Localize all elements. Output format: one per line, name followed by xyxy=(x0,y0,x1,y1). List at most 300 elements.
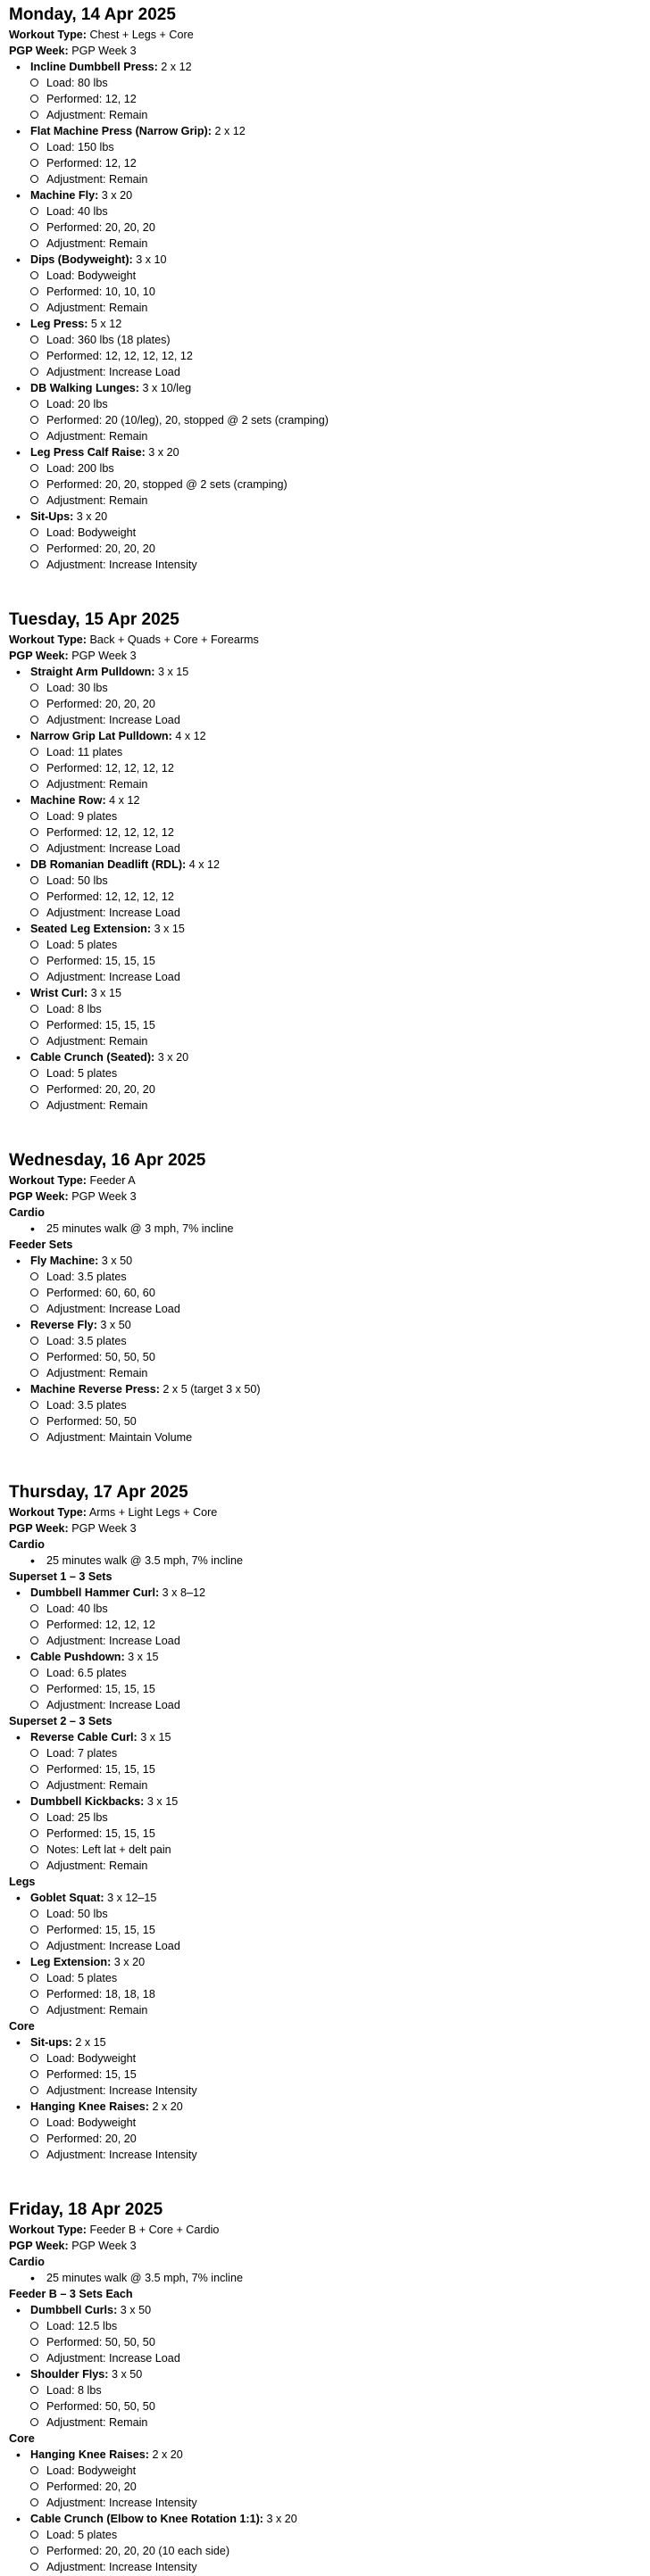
detail-load-value: 150 lbs xyxy=(78,141,114,153)
detail-load-value: 40 lbs xyxy=(78,205,108,218)
detail-adjustment-label: Adjustment: xyxy=(46,1635,106,1647)
detail-load-value: 11 plates xyxy=(78,746,123,758)
exercise-item xyxy=(30,1585,643,1649)
exercise-line xyxy=(30,1954,643,1970)
cardio-list xyxy=(9,1553,643,1569)
block-heading: Superset 2 – 3 Sets xyxy=(9,1715,112,1727)
detail-performed-value: 15, 15, 15 xyxy=(104,1683,155,1695)
detail-load xyxy=(46,1745,643,1761)
exercise-scheme: 4 x 12 xyxy=(188,858,221,871)
detail-load-label: Load: xyxy=(46,1811,75,1824)
detail-load-label: Load: xyxy=(46,205,75,218)
detail-adjustment xyxy=(46,969,643,985)
exercise-scheme: 3 x 15 xyxy=(140,1731,171,1744)
detail-load xyxy=(46,744,643,760)
detail-performed-value: 20, 20, 20 xyxy=(104,543,155,555)
exercise-line xyxy=(30,1317,643,1333)
detail-performed-label: Performed: xyxy=(46,286,103,298)
exercise-scheme: 2 x 12 xyxy=(161,61,192,73)
detail-notes-label: Notes: xyxy=(46,1843,79,1856)
detail-adjustment-value: Remain xyxy=(109,1779,148,1792)
exercise-item xyxy=(30,509,643,573)
block-heading: Feeder B – 3 Sets Each xyxy=(9,2288,133,2300)
cardio-item: • 25 minutes walk @ 3.5 mph, 7% incline xyxy=(46,2270,643,2286)
detail-load-value: 3.5 plates xyxy=(78,1271,127,1283)
detail-performed-label: Performed: xyxy=(46,890,103,903)
detail-adjustment-label: Adjustment: xyxy=(46,109,106,121)
workout-type-line xyxy=(9,2222,643,2238)
detail-load-label: Load: xyxy=(46,1603,75,1615)
detail-load-label: Load: xyxy=(46,1271,75,1283)
exercise-scheme: 3 x 20 xyxy=(148,446,179,459)
detail-performed xyxy=(46,953,643,969)
exercise-details xyxy=(30,525,643,573)
exercise-details xyxy=(30,2382,643,2431)
exercise-name: Dips (Bodyweight): xyxy=(30,253,133,266)
detail-adjustment-label: Adjustment: xyxy=(46,559,106,571)
detail-adjustment-value: Increase Intensity xyxy=(109,2561,197,2573)
detail-performed xyxy=(46,1413,643,1429)
pgp-week-value: PGP Week 3 xyxy=(71,2240,137,2252)
detail-adjustment-value: Remain xyxy=(109,1035,148,1048)
detail-load-label: Load: xyxy=(46,682,75,694)
exercise-details xyxy=(30,2115,643,2163)
detail-adjustment xyxy=(46,2495,643,2511)
detail-adjustment xyxy=(46,2350,643,2366)
workout-type-value: Arms + Light Legs + Core xyxy=(88,1506,218,1519)
exercise-line xyxy=(30,380,643,396)
detail-load xyxy=(46,2382,643,2398)
exercise-list xyxy=(9,1253,643,1445)
detail-load-value: 40 lbs xyxy=(78,1603,108,1615)
exercise-details xyxy=(30,332,643,380)
detail-load-value: 5 plates xyxy=(78,1972,118,1984)
exercise-name: Seated Leg Extension: xyxy=(30,923,152,935)
exercise-scheme: 2 x 20 xyxy=(152,2448,183,2461)
exercise-details xyxy=(30,1333,643,1381)
detail-adjustment-label: Adjustment: xyxy=(46,1367,106,1379)
detail-load-label: Load: xyxy=(46,2529,75,2541)
detail-load-label: Load: xyxy=(46,2464,75,2477)
detail-load-value: Bodyweight xyxy=(78,2464,137,2477)
pgp-week-label: PGP Week: xyxy=(9,650,69,662)
detail-adjustment-label: Adjustment: xyxy=(46,1699,106,1711)
detail-performed-label: Performed: xyxy=(46,1019,103,1031)
detail-adjustment xyxy=(46,236,643,252)
cardio-item: • 25 minutes walk @ 3.5 mph, 7% incline xyxy=(46,1553,643,1569)
detail-performed-value: 12, 12, 12 xyxy=(104,1619,155,1631)
pgp-week-line xyxy=(9,43,643,59)
detail-load xyxy=(46,460,643,476)
detail-performed-value: 50, 50, 50 xyxy=(104,1351,155,1363)
exercise-line xyxy=(30,921,643,937)
detail-adjustment-value: Increase Load xyxy=(109,1303,180,1315)
cardio-heading: Cardio xyxy=(9,2256,45,2268)
exercise-name: Leg Press Calf Raise: xyxy=(30,446,146,459)
exercise-details xyxy=(30,1397,643,1445)
detail-load xyxy=(46,2115,643,2131)
detail-performed xyxy=(46,348,643,364)
detail-performed-label: Performed: xyxy=(46,1415,103,1428)
exercise-item xyxy=(30,921,643,985)
detail-performed-label: Performed: xyxy=(46,1083,103,1096)
exercise-scheme: 3 x 50 xyxy=(120,2304,152,2316)
block-heading: Superset 1 – 3 Sets xyxy=(9,1570,112,1583)
detail-adjustment-value: Remain xyxy=(109,2416,148,2429)
exercise-scheme: 3 x 20 xyxy=(113,1956,146,1968)
exercise-scheme: 2 x 15 xyxy=(75,2036,106,2049)
detail-adjustment-value: Increase Load xyxy=(109,2352,180,2365)
day-title: Thursday, 17 Apr 2025 xyxy=(9,1483,188,1502)
detail-adjustment xyxy=(46,1301,643,1317)
detail-adjustment-value: Increase Load xyxy=(109,1635,180,1647)
detail-performed-value: 50, 50 xyxy=(104,1415,137,1428)
detail-performed-value: 50, 50, 50 xyxy=(104,2336,155,2348)
exercise-name: Dumbbell Kickbacks: xyxy=(30,1795,145,1808)
detail-adjustment xyxy=(46,1097,643,1114)
exercise-scheme: 3 x 15 xyxy=(146,1795,179,1808)
day-section xyxy=(9,2195,643,2575)
workout-log-document xyxy=(9,0,643,2575)
exercise-name: Sit-Ups: xyxy=(30,510,74,523)
exercise-name: Hanging Knee Raises: xyxy=(30,2448,149,2461)
detail-performed xyxy=(46,2131,643,2147)
detail-performed-label: Performed: xyxy=(46,1619,103,1631)
pgp-week-label: PGP Week: xyxy=(9,45,69,57)
exercise-item xyxy=(30,1649,643,1713)
detail-performed-value: 20, 20 xyxy=(104,2481,137,2493)
detail-adjustment xyxy=(46,905,643,921)
exercise-item xyxy=(30,1381,643,1445)
exercise-line xyxy=(30,1793,643,1810)
detail-adjustment xyxy=(46,1938,643,1954)
detail-adjustment xyxy=(46,2002,643,2018)
detail-load-label: Load: xyxy=(46,746,75,758)
detail-performed-value: 12, 12, 12, 12 xyxy=(104,826,174,839)
cardio-list xyxy=(9,2270,643,2286)
detail-performed-label: Performed: xyxy=(46,1287,103,1299)
detail-adjustment-value: Increase Load xyxy=(109,907,180,919)
detail-performed-label: Performed: xyxy=(46,698,103,710)
detail-load-label: Load: xyxy=(46,1667,75,1679)
detail-load-value: 360 lbs (18 plates) xyxy=(78,334,171,346)
day-title: Monday, 14 Apr 2025 xyxy=(9,5,176,24)
detail-adjustment-value: Remain xyxy=(109,302,148,314)
exercise-details xyxy=(30,75,643,123)
detail-adjustment-value: Increase Load xyxy=(109,1940,180,1952)
detail-load-label: Load: xyxy=(46,269,75,282)
detail-adjustment-value: Increase Load xyxy=(109,714,180,726)
block-heading: Core xyxy=(9,2020,35,2033)
detail-load xyxy=(46,525,643,541)
detail-performed-value: 20 (10/leg), 20, stopped @ 2 sets (cramping) xyxy=(104,414,329,427)
exercise-list xyxy=(9,1890,643,2018)
exercise-scheme: 3 x 20 xyxy=(101,189,133,202)
detail-load-label: Load: xyxy=(46,141,75,153)
detail-performed-label: Performed: xyxy=(46,1683,103,1695)
detail-performed-value: 15, 15, 15 xyxy=(104,1924,155,1936)
detail-performed-label: Performed: xyxy=(46,1924,103,1936)
detail-adjustment-label: Adjustment: xyxy=(46,366,106,378)
pgp-week-line xyxy=(9,2238,643,2254)
detail-performed xyxy=(46,1986,643,2002)
pgp-week-label: PGP Week: xyxy=(9,1190,69,1203)
exercise-scheme: 2 x 12 xyxy=(214,125,246,137)
exercise-details xyxy=(30,680,643,728)
detail-adjustment-label: Adjustment: xyxy=(46,2084,106,2097)
detail-load-label: Load: xyxy=(46,1067,75,1080)
detail-performed-label: Performed: xyxy=(46,2400,103,2413)
exercise-name: DB Romanian Deadlift (RDL): xyxy=(30,858,187,871)
detail-adjustment xyxy=(46,776,643,792)
exercise-line xyxy=(30,1049,643,1065)
detail-performed-value: 50, 50, 50 xyxy=(104,2400,155,2413)
detail-load-value: Bodyweight xyxy=(78,526,137,539)
detail-adjustment-label: Adjustment: xyxy=(46,173,106,186)
exercise-item xyxy=(30,1253,643,1317)
exercise-details xyxy=(30,2050,643,2099)
detail-performed xyxy=(46,155,643,171)
detail-load-label: Load: xyxy=(46,2052,75,2065)
exercise-name: Goblet Squat: xyxy=(30,1892,104,1904)
detail-load-value: 200 lbs xyxy=(78,462,114,475)
exercise-scheme: 3 x 20 xyxy=(76,510,108,523)
detail-load xyxy=(46,1269,643,1285)
workout-type-value: Feeder A xyxy=(89,1174,136,1187)
exercise-item xyxy=(30,1729,643,1793)
detail-performed xyxy=(46,1017,643,1033)
exercise-details xyxy=(30,1601,643,1649)
exercise-line xyxy=(30,728,643,744)
detail-load xyxy=(46,396,643,412)
exercise-line xyxy=(30,857,643,873)
detail-adjustment-value: Remain xyxy=(109,2004,148,2017)
detail-performed xyxy=(46,284,643,300)
exercise-item xyxy=(30,728,643,792)
detail-adjustment-value: Maintain Volume xyxy=(109,1431,193,1444)
exercise-details xyxy=(30,744,643,792)
exercise-name: Flat Machine Press (Narrow Grip): xyxy=(30,125,212,137)
detail-adjustment xyxy=(46,1033,643,1049)
detail-performed-value: 12, 12, 12, 12 xyxy=(104,890,174,903)
exercise-item xyxy=(30,187,643,252)
exercise-name: Machine Row: xyxy=(30,794,106,807)
pgp-week-line xyxy=(9,1520,643,1536)
detail-performed-label: Performed: xyxy=(46,478,103,491)
pgp-week-label: PGP Week: xyxy=(9,2240,69,2252)
detail-adjustment-label: Adjustment: xyxy=(46,2416,106,2429)
detail-adjustment xyxy=(46,2559,643,2575)
exercise-name: Leg Press: xyxy=(30,318,88,330)
detail-adjustment xyxy=(46,557,643,573)
exercise-line xyxy=(30,123,643,139)
exercise-details xyxy=(30,808,643,857)
detail-performed-label: Performed: xyxy=(46,955,103,967)
cardio-heading: Cardio xyxy=(9,1538,45,1551)
detail-performed-label: Performed: xyxy=(46,2133,103,2145)
detail-adjustment-value: Remain xyxy=(109,1099,148,1112)
exercise-scheme: 3 x 50 xyxy=(101,1255,133,1267)
detail-load-label: Load: xyxy=(46,334,75,346)
detail-adjustment-value: Increase Load xyxy=(109,366,180,378)
detail-performed-value: 15, 15 xyxy=(104,2068,137,2081)
exercise-name: Straight Arm Pulldown: xyxy=(30,666,155,678)
detail-load xyxy=(46,808,643,824)
detail-performed xyxy=(46,1081,643,1097)
detail-adjustment xyxy=(46,1365,643,1381)
detail-adjustment-label: Adjustment: xyxy=(46,494,106,507)
exercise-line xyxy=(30,2302,643,2318)
detail-performed-value: 20, 20 xyxy=(104,2133,137,2145)
exercise-scheme: 4 x 12 xyxy=(109,794,140,807)
exercise-scheme: 4 x 12 xyxy=(175,730,206,742)
detail-load-label: Load: xyxy=(46,526,75,539)
detail-load-value: 3.5 plates xyxy=(78,1399,127,1412)
detail-load xyxy=(46,2527,643,2543)
exercise-scheme: 3 x 8–12 xyxy=(162,1586,205,1599)
detail-adjustment xyxy=(46,107,643,123)
detail-performed-label: Performed: xyxy=(46,1351,103,1363)
detail-adjustment-value: Remain xyxy=(109,430,148,443)
detail-adjustment xyxy=(46,493,643,509)
detail-adjustment-label: Adjustment: xyxy=(46,1940,106,1952)
exercise-item xyxy=(30,316,643,380)
exercise-line xyxy=(30,792,643,808)
detail-adjustment xyxy=(46,1697,643,1713)
detail-performed-value: 18, 18, 18 xyxy=(104,1988,155,2000)
detail-performed-value: 12, 12, 12, 12 xyxy=(104,762,174,774)
detail-performed xyxy=(46,2334,643,2350)
detail-load-value: 5 plates xyxy=(78,2529,118,2541)
detail-performed xyxy=(46,1617,643,1633)
exercise-item xyxy=(30,2511,643,2575)
detail-performed-label: Performed: xyxy=(46,1763,103,1776)
detail-performed xyxy=(46,412,643,428)
detail-adjustment xyxy=(46,841,643,857)
detail-performed-label: Performed: xyxy=(46,826,103,839)
detail-adjustment-label: Adjustment: xyxy=(46,1779,106,1792)
detail-load-value: 8 lbs xyxy=(78,1003,102,1015)
detail-performed-label: Performed: xyxy=(46,414,103,427)
exercise-item xyxy=(30,444,643,509)
detail-load-label: Load: xyxy=(46,1908,75,1920)
exercise-details xyxy=(30,1269,643,1317)
day-title: Wednesday, 16 Apr 2025 xyxy=(9,1151,206,1170)
exercise-item xyxy=(30,2302,643,2366)
detail-load-label: Load: xyxy=(46,2116,75,2129)
detail-performed xyxy=(46,2398,643,2414)
exercise-details xyxy=(30,396,643,444)
detail-adjustment xyxy=(46,2147,643,2163)
detail-performed xyxy=(46,2067,643,2083)
detail-adjustment xyxy=(46,171,643,187)
detail-performed-label: Performed: xyxy=(46,93,103,105)
detail-load xyxy=(46,1001,643,1017)
detail-load xyxy=(46,873,643,889)
workout-type-line xyxy=(9,1504,643,1520)
exercise-item xyxy=(30,1954,643,2018)
detail-adjustment xyxy=(46,428,643,444)
exercise-name: Shoulder Flys: xyxy=(30,2368,109,2381)
detail-performed-value: 20, 20, 20 xyxy=(104,1083,155,1096)
exercise-name: Fly Machine: xyxy=(30,1255,99,1267)
detail-performed-label: Performed: xyxy=(46,2545,103,2557)
exercise-item xyxy=(30,2099,643,2163)
detail-adjustment xyxy=(46,1858,643,1874)
exercise-details xyxy=(30,1065,643,1114)
detail-adjustment-label: Adjustment: xyxy=(46,302,106,314)
detail-adjustment-label: Adjustment: xyxy=(46,2561,106,2573)
detail-adjustment xyxy=(46,1429,643,1445)
exercise-details xyxy=(30,268,643,316)
detail-adjustment-label: Adjustment: xyxy=(46,2149,106,2161)
detail-adjustment-label: Adjustment: xyxy=(46,907,106,919)
detail-performed xyxy=(46,696,643,712)
detail-performed-value: 10, 10, 10 xyxy=(104,286,155,298)
block-heading: Feeder Sets xyxy=(9,1238,73,1251)
exercise-details xyxy=(30,139,643,187)
detail-adjustment xyxy=(46,1633,643,1649)
exercise-line xyxy=(30,2099,643,2115)
exercise-item xyxy=(30,857,643,921)
exercise-name: Reverse Fly: xyxy=(30,1319,97,1331)
exercise-line xyxy=(30,1253,643,1269)
detail-adjustment xyxy=(46,2414,643,2431)
detail-performed xyxy=(46,1922,643,1938)
exercise-item xyxy=(30,252,643,316)
exercise-list xyxy=(9,2034,643,2163)
detail-load xyxy=(46,268,643,284)
pgp-week-value: PGP Week 3 xyxy=(71,1190,137,1203)
exercise-details xyxy=(30,1906,643,1954)
day-section xyxy=(9,1478,643,2163)
detail-load xyxy=(46,75,643,91)
detail-adjustment-value: Increase Intensity xyxy=(109,2149,197,2161)
detail-load-label: Load: xyxy=(46,398,75,410)
exercise-list xyxy=(9,2447,643,2575)
detail-load-label: Load: xyxy=(46,1399,75,1412)
detail-adjustment-value: Increase Load xyxy=(109,1699,180,1711)
exercise-scheme: 3 x 50 xyxy=(111,2368,143,2381)
exercise-name: Hanging Knee Raises: xyxy=(30,2100,149,2113)
pgp-week-label: PGP Week: xyxy=(9,1522,69,1535)
detail-load xyxy=(46,1665,643,1681)
exercise-list xyxy=(9,59,643,573)
detail-performed xyxy=(46,1826,643,1842)
detail-adjustment xyxy=(46,712,643,728)
exercise-item xyxy=(30,1793,643,1874)
exercise-line xyxy=(30,252,643,268)
detail-load xyxy=(46,2463,643,2479)
exercise-item xyxy=(30,1890,643,1954)
exercise-line xyxy=(30,1890,643,1906)
detail-performed-label: Performed: xyxy=(46,2481,103,2493)
detail-load-value: 50 lbs xyxy=(78,874,108,887)
exercise-scheme: 3 x 15 xyxy=(154,923,185,935)
detail-load xyxy=(46,1333,643,1349)
detail-adjustment-value: Remain xyxy=(109,494,148,507)
block-heading: Core xyxy=(9,2432,35,2445)
detail-load-label: Load: xyxy=(46,1747,75,1760)
detail-adjustment-label: Adjustment: xyxy=(46,971,106,983)
detail-load-value: Bodyweight xyxy=(78,269,137,282)
exercise-line xyxy=(30,2034,643,2050)
exercise-item xyxy=(30,2366,643,2431)
workout-type-label: Workout Type: xyxy=(9,1506,87,1519)
detail-performed-label: Performed: xyxy=(46,2068,103,2081)
cardio-item: • 25 minutes walk @ 3 mph, 7% incline xyxy=(46,1221,643,1237)
workout-type-label: Workout Type: xyxy=(9,1174,87,1187)
